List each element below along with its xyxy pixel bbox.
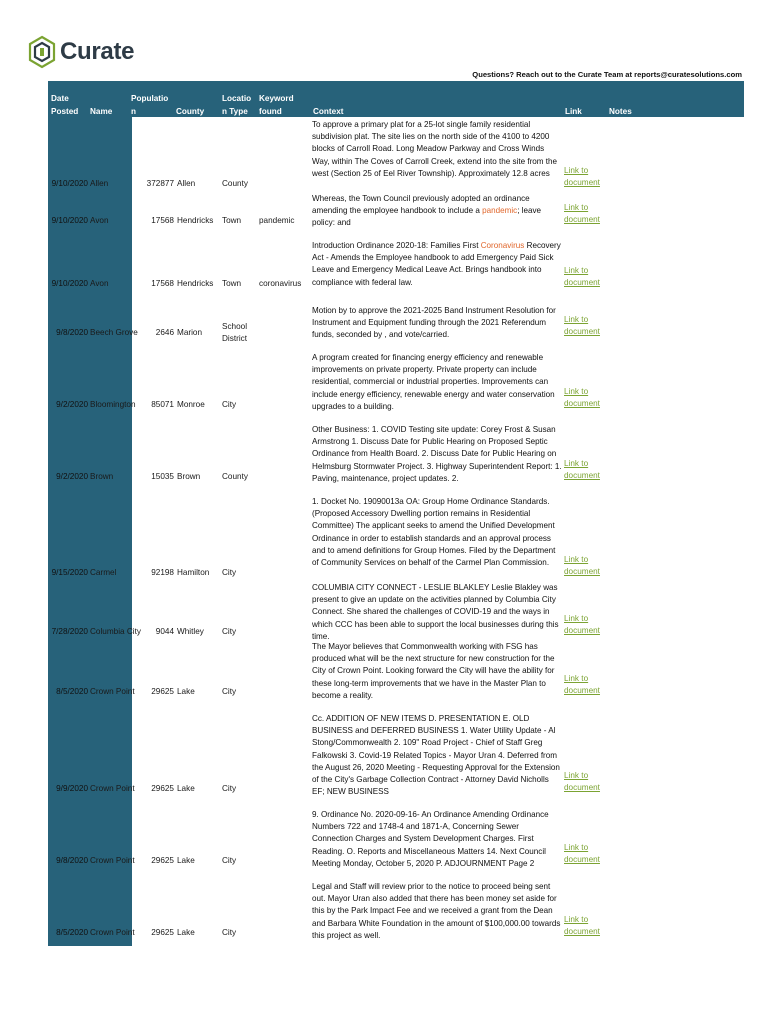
context-text: To approve a primary plat for a 25-lot single family residential subdivision plat. The site lies on the north side of the 4100 to 4200 blocks of Carroll Road. Long Meadow Parkway and Cross Winds Way, within The Coves of Carroll Creek, extend into the site from the west (Section 25 of Eel River Township). Approximately 12.8 acres [312, 120, 558, 178]
row-population: 372877 [146, 179, 174, 188]
row-population: 17568 [151, 279, 174, 288]
row-link-to-document[interactable]: Link to document [564, 843, 600, 865]
row-link-to-document[interactable]: Link to document [564, 266, 600, 288]
row-county: Hamilton [177, 568, 210, 577]
header-population-line1: Populatio [131, 94, 169, 103]
keyword-highlight: pandemic [482, 206, 518, 216]
header-location-type-line2: n Type [222, 107, 248, 116]
row-location-type: City [222, 784, 237, 793]
row-context [312, 641, 562, 702]
header-link: Link [565, 107, 582, 116]
row-location-type: County [222, 472, 248, 481]
context-text: Cc. ADDITION OF NEW ITEMS D. PRESENTATION E. OLD BUSINESS and DEFERRED BUSINESS 1. Water Utility Update - Al Stong/Commonwealth 2. 109" Road Project - Chief of Staff Greg Falkowski 3. Covid-19 Related Topics - Mayor Uran 4. Deferred from the August 26, 2020 Meeting - Requesting Approval for the Extension of the City's Garbage Collection Contract - Attorney David Nicholls EF; NEW BUSINESS [312, 714, 560, 797]
header-keyword-line2: found [259, 107, 282, 116]
row-population: 17568 [151, 216, 174, 225]
row-date: 9/8/2020 [56, 328, 88, 337]
row-location-type: City [222, 928, 237, 937]
row-keyword: coronavirus [259, 279, 302, 288]
row-context [312, 119, 562, 180]
row-context [312, 809, 562, 870]
row-link-to-document[interactable]: Link to document [564, 315, 600, 337]
row-context [312, 713, 562, 798]
row-county: Monroe [177, 400, 205, 409]
date-column-band [48, 117, 141, 946]
hexagon-logo-icon [28, 36, 56, 68]
row-date: 9/10/2020 [51, 216, 88, 225]
row-name: Crown Point [90, 784, 135, 793]
row-location-type: Town [222, 279, 242, 288]
context-text: Legal and Staff will review prior to the notice to proceed being sent out. Mayor Uran also added that there has been money set aside for this by the Park Impact Fee and we received a grant from the Dean and Barbara White Foundation in the amount of $100,000.00 towards this project as well. [312, 882, 561, 940]
context-text: 1. Docket No. 19090013a OA: Group Home Ordinance Standards. (Proposed Accessory Dwelling portion remains in Residential Committee) The applicant seeks to amend the Unified Development Ordinance in order to establish standards and an approval process and to amend definitions for Group Homes. Filed by the Department of Community Services on behalf of the Carmel Plan Commission. [312, 497, 556, 568]
row-county: Lake [177, 784, 195, 793]
row-keyword: pandemic [259, 216, 295, 225]
row-link-to-document[interactable]: Link to document [564, 166, 600, 188]
row-county: Lake [177, 856, 195, 865]
row-name: Avon [90, 216, 109, 225]
row-population: 15035 [151, 472, 174, 481]
context-text: Other Business: 1. COVID Testing site update: Corey Frost & Susan Armstrong 1. Discuss Date for Public Hearing on Proposed Septic Ordinance from Health Board. 2. Discuss Date for Public Hearing on Helmsburg Stormwater Project. 3. Highway Superintendent Report: 1. Paving, maintenance, project updates. 2. [312, 425, 562, 483]
row-name: Carmel [90, 568, 117, 577]
row-name: Beech Grove [90, 328, 138, 337]
row-date: 9/9/2020 [56, 784, 88, 793]
row-county: Hendricks [177, 216, 214, 225]
row-name: Bloomington [90, 400, 136, 409]
row-location-type: City [222, 856, 237, 865]
row-context [312, 881, 562, 942]
row-context [312, 582, 562, 643]
row-location-type: Town [222, 216, 242, 225]
row-population: 92198 [151, 568, 174, 577]
context-text: The Mayor believes that Commonwealth working with FSG has produced what will be the next structure for new construction for the City of Crown Point. Looking forward the City will have the ability for these long-term improvements that we have in the Master Plan to become a reality. [312, 642, 555, 700]
row-population: 9044 [155, 627, 174, 636]
row-context [312, 352, 562, 413]
row-context [312, 496, 562, 569]
row-date: 8/5/2020 [56, 687, 88, 696]
row-date: 7/28/2020 [51, 627, 88, 636]
row-name: Avon [90, 279, 109, 288]
row-name: Allen [90, 179, 109, 188]
context-text: Motion by to approve the 2021-2025 Band Instrument Resolution for Instrument and Equipment funding through the 2021 Referendum funds, seconded by , and vote/carried. [312, 306, 556, 340]
row-population: 29625 [151, 856, 174, 865]
row-date: 8/5/2020 [56, 928, 88, 937]
header-population-line2: n [131, 107, 137, 116]
row-name: Crown Point [90, 687, 135, 696]
row-date: 9/10/2020 [51, 279, 88, 288]
row-population: 29625 [151, 928, 174, 937]
row-county: Brown [177, 472, 201, 481]
row-link-to-document[interactable]: Link to document [564, 555, 600, 577]
row-link-to-document[interactable]: Link to document [564, 203, 600, 225]
header-context: Context [313, 107, 344, 116]
context-text: Whereas, the Town Council previously adopted an ordinance amending the employee handbook to include a [312, 194, 530, 216]
row-link-to-document[interactable]: Link to document [564, 614, 600, 636]
row-county: Marion [177, 328, 203, 337]
row-name: Brown [90, 472, 114, 481]
row-link-to-document[interactable]: Link to document [564, 915, 600, 937]
context-text: Introduction Ordinance 2020-18: Families First [312, 241, 481, 250]
row-link-to-document[interactable]: Link to document [564, 674, 600, 696]
row-date: 9/10/2020 [51, 179, 88, 188]
table-header [48, 81, 744, 117]
context-text: COLUMBIA CITY CONNECT - LESLIE BLAKLEY Leslie Blakley was present to give an update on the activities planned by Columbia City Connect. She shared the challenges of COVID-19 and the ways in which CCC has been able to support the local businesses during this time. [312, 583, 559, 641]
row-link-to-document[interactable]: Link to document [564, 459, 600, 481]
context-text: A program created for financing energy efficiency and renewable improvements on private property. Private property can include residential, commercial or industrial properties. Improvements can include energy efficiency, renewable energy and water conservation upgrades to a building. [312, 353, 555, 411]
curate-logo [28, 34, 134, 70]
row-location-type: City [222, 627, 237, 636]
row-name: Crown Point [90, 856, 135, 865]
row-context [312, 424, 562, 485]
header-notes: Notes [609, 107, 632, 116]
header-county: County [176, 107, 205, 116]
contact-line[interactable]: Questions? Reach out to the Curate Team at reports@curatesolutions.com [472, 70, 742, 79]
header-date-line1: Date [51, 94, 69, 103]
row-county: Hendricks [177, 279, 214, 288]
row-population: 2646 [155, 328, 174, 337]
row-county: Whitley [177, 627, 204, 636]
row-population: 85071 [151, 400, 174, 409]
row-date: 9/8/2020 [56, 856, 88, 865]
brand-name: Curate [60, 38, 135, 65]
context-text: 9. Ordinance No. 2020-09-16- An Ordinance Amending Ordinance Numbers 722 and 1748-4 and 1871-A, Concerning Sewer Connection Charges and System Development Charges. First Reading. O. Reports and Miscellaneous Matters 14. Next Council Meeting Monday, October 5, 2020 P. ADJOURNMENT Page 2 [312, 810, 549, 868]
row-county: Allen [177, 179, 196, 188]
context-text: Recovery Act - Amends the Employee handbook to add Emergency Paid Sick Leave and Emergency Medical Leave Act. Brings handbook into compliance with federal law. [312, 241, 561, 287]
row-date: 9/2/2020 [56, 400, 88, 409]
row-name: Columbia City [90, 627, 141, 636]
row-location-type: City [222, 568, 237, 577]
row-context [312, 193, 562, 230]
row-location-type: School [222, 322, 248, 331]
row-county: Lake [177, 928, 195, 937]
row-context [312, 240, 562, 289]
row-location-type: City [222, 687, 237, 696]
row-link-to-document[interactable]: Link to document [564, 771, 600, 793]
row-population: 29625 [151, 687, 174, 696]
row-location-type: District [222, 334, 248, 343]
header-date-line2: Posted [51, 107, 79, 116]
context-text: ; leave policy: and [312, 206, 542, 228]
row-population: 29625 [151, 784, 174, 793]
row-location-type: County [222, 179, 248, 188]
row-location-type: City [222, 400, 237, 409]
row-county: Lake [177, 687, 195, 696]
row-name: Crown Point [90, 928, 135, 937]
keyword-highlight: Coronavirus [480, 241, 525, 250]
header-location-type-line1: Locatio [222, 94, 252, 103]
row-date: 9/2/2020 [56, 472, 88, 481]
row-date: 9/15/2020 [51, 568, 88, 577]
header-name: Name [90, 107, 113, 116]
row-link-to-document[interactable]: Link to document [564, 387, 600, 409]
header-keyword-line1: Keyword [259, 94, 294, 103]
row-context [312, 305, 562, 342]
